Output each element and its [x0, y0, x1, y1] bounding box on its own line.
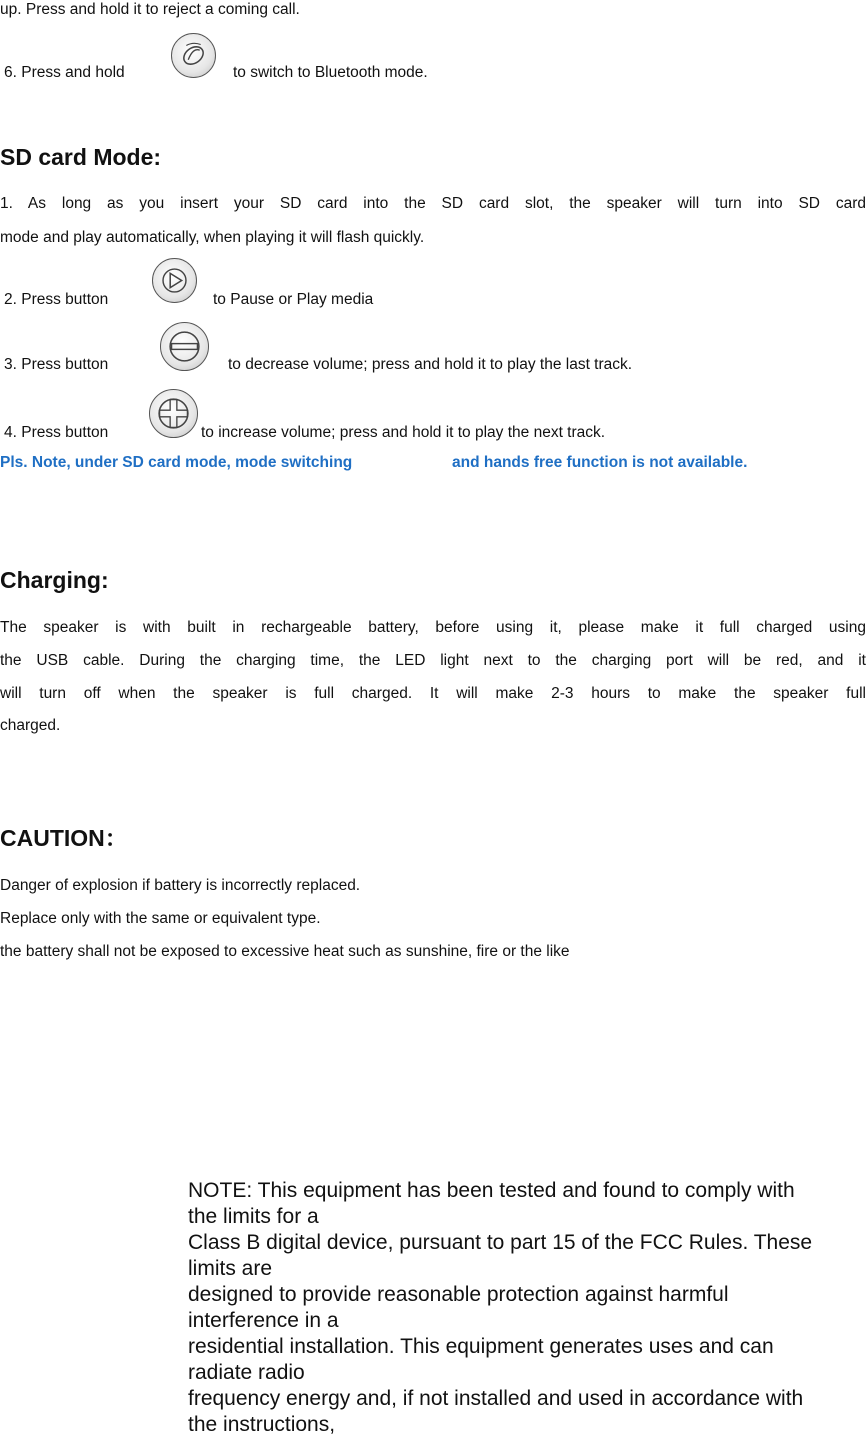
- fcc-line: NOTE: This equipment has been tested and found to comply with: [188, 1179, 795, 1202]
- sd-item2-prefix: 2. Press button: [4, 291, 109, 308]
- fcc-line: the instructions,: [188, 1413, 336, 1436]
- charging-line4: charged.: [0, 717, 61, 734]
- sd-item1-line2: mode and play automatically, when playing it will flash quickly.: [0, 229, 425, 246]
- fcc-line: frequency energy and, if not installed and used in accordance with: [188, 1387, 804, 1410]
- fcc-line: limits are: [188, 1257, 273, 1280]
- sd-item4-suffix: to increase volume; press and hold it to play the next track.: [201, 424, 606, 441]
- sd-note-part2: and hands free function is not available.: [452, 454, 748, 471]
- sd-item2-suffix: to Pause or Play media: [213, 291, 374, 308]
- sd-item3-suffix: to decrease volume; press and hold it to play the last track.: [228, 356, 633, 373]
- sd-note-part1: Pls. Note, under SD card mode, mode switching: [0, 454, 353, 471]
- item6-prefix: 6. Press and hold: [4, 64, 125, 81]
- fcc-line: the limits for a: [188, 1205, 319, 1228]
- fcc-line: interference in a: [188, 1309, 339, 1332]
- sd-item3-prefix: 3. Press button: [4, 356, 109, 373]
- caution-heading: CAUTION：: [0, 825, 128, 851]
- caution-line1: Danger of explosion if battery is incorrectly replaced.: [0, 877, 361, 894]
- sd-item1-line1: 1. As long as you insert your SD card into the SD card slot, the speaker will turn into SD card: [0, 195, 866, 212]
- sd-item4-prefix: 4. Press button: [4, 424, 109, 441]
- charging-line2: the USB cable. During the charging time, the LED light next to the charging port will be red, and it: [0, 652, 866, 669]
- charging-line3: will turn off when the speaker is full charged. It will make 2-3 hours to make the speaker full: [0, 685, 866, 702]
- caution-line3: the battery shall not be exposed to excessive heat such as sunshine, fire or the like: [0, 943, 570, 960]
- fcc-line: residential installation. This equipment generates uses and can: [188, 1335, 774, 1358]
- charging-line1: The speaker is with built in rechargeable battery, before using it, please make it full charged using: [0, 619, 866, 636]
- caution-line2: Replace only with the same or equivalent type.: [0, 910, 321, 927]
- fcc-line: designed to provide reasonable protection against harmful: [188, 1283, 729, 1306]
- reject-call-text: up. Press and hold it to reject a coming call.: [0, 1, 300, 18]
- fcc-line: radiate radio: [188, 1361, 305, 1384]
- charging-heading: Charging:: [0, 567, 109, 593]
- item6-suffix: to switch to Bluetooth mode.: [233, 64, 428, 81]
- plus-icon: [149, 389, 198, 438]
- fcc-note: [188, 1178, 868, 1438]
- fcc-line: Class B digital device, pursuant to part 15 of the FCC Rules. These: [188, 1231, 813, 1254]
- minus-icon: [160, 322, 209, 371]
- play-pause-icon: [152, 258, 197, 303]
- sd-mode-heading: SD card Mode:: [0, 144, 162, 170]
- bluetooth-mode-icon: [171, 33, 216, 78]
